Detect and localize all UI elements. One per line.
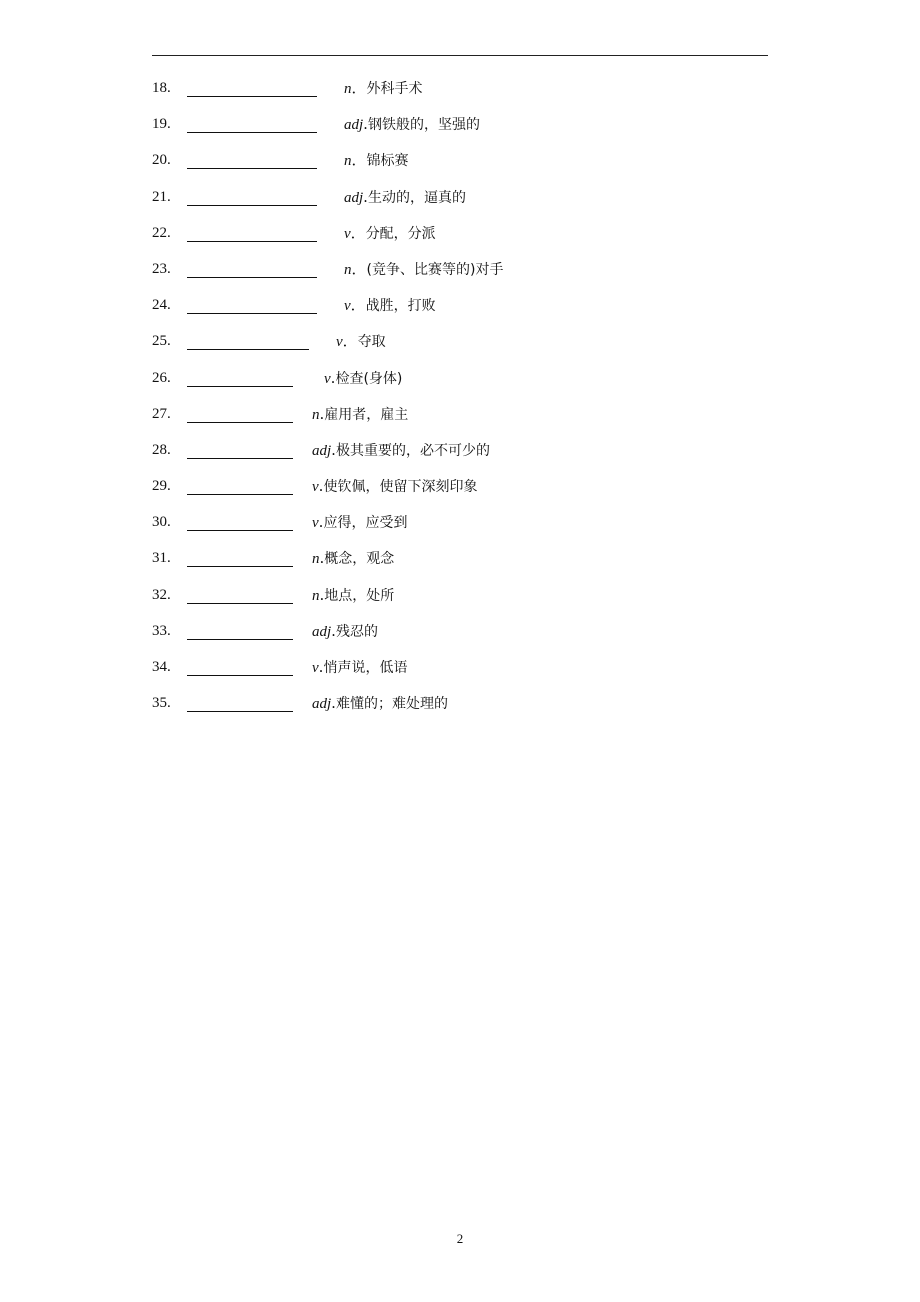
pos-separator: . <box>331 440 336 459</box>
pos-separator: ． <box>351 151 367 170</box>
item-definition <box>344 148 409 173</box>
item-definition <box>312 510 407 535</box>
vocab-item <box>152 221 768 257</box>
pos-separator: . <box>319 549 325 568</box>
item-definition <box>312 402 408 427</box>
chinese-gloss: 概念，观念 <box>324 551 395 568</box>
chinese-gloss: (竞争、比赛等的)对手 <box>366 261 504 278</box>
chinese-gloss: 生动的，逼真的 <box>367 189 466 206</box>
vocab-item <box>152 655 768 691</box>
chinese-gloss: 难懂的；难处理的 <box>335 696 448 713</box>
part-of-speech: adj <box>312 623 332 640</box>
part-of-speech: v <box>344 298 351 315</box>
chinese-gloss: 分配，分派 <box>365 225 436 242</box>
answer-blank[interactable] <box>187 510 293 531</box>
answer-blank[interactable] <box>187 583 293 604</box>
item-number: 18. <box>152 80 171 96</box>
pos-separator: . <box>363 115 368 134</box>
part-of-speech: n <box>312 406 320 423</box>
chinese-gloss: 战胜，打败 <box>365 298 436 315</box>
chinese-gloss: 夺取 <box>357 334 386 351</box>
vocabulary-list <box>152 76 768 727</box>
item-number: 20. <box>152 152 171 169</box>
vocab-item <box>152 257 768 293</box>
pos-separator: . <box>331 621 336 640</box>
pos-separator: . <box>331 694 336 713</box>
item-definition <box>312 438 490 463</box>
item-definition <box>312 546 394 571</box>
part-of-speech: n <box>312 587 320 604</box>
pos-separator: . <box>318 513 324 532</box>
chinese-gloss: 外科手术 <box>366 81 423 97</box>
item-number: 26. <box>152 369 171 386</box>
item-number: 29. <box>152 478 171 495</box>
vocab-item <box>152 691 768 727</box>
item-number: 25. <box>152 333 171 350</box>
part-of-speech: adj <box>344 117 364 134</box>
pos-separator: ． <box>342 332 358 351</box>
pos-separator: . <box>318 658 324 676</box>
pos-separator: ． <box>350 296 366 315</box>
chinese-gloss: 应得，应受到 <box>323 515 408 532</box>
item-definition <box>344 76 423 101</box>
vocab-item <box>152 510 768 546</box>
pos-separator: . <box>319 404 325 423</box>
pos-separator: . <box>319 585 325 604</box>
answer-blank[interactable] <box>187 691 293 712</box>
item-definition <box>344 112 480 137</box>
vocab-item <box>152 76 768 112</box>
answer-blank[interactable] <box>187 185 317 206</box>
chinese-gloss: 锦标赛 <box>366 153 409 170</box>
header-rule <box>152 55 768 56</box>
item-definition <box>312 474 477 499</box>
part-of-speech: v <box>344 225 351 242</box>
item-definition <box>344 293 436 318</box>
part-of-speech: adj <box>312 442 332 459</box>
answer-blank[interactable] <box>187 619 293 640</box>
answer-blank[interactable] <box>187 546 293 567</box>
answer-blank[interactable] <box>187 76 317 97</box>
item-number: 19. <box>152 116 171 133</box>
part-of-speech: adj <box>312 696 332 713</box>
answer-blank[interactable] <box>187 655 293 676</box>
part-of-speech: n <box>344 153 352 170</box>
part-of-speech: adj <box>344 189 364 206</box>
chinese-gloss: 极其重要的，必不可少的 <box>335 442 490 459</box>
chinese-gloss: 悄声说，低语 <box>323 660 408 676</box>
item-number: 23. <box>152 260 171 277</box>
item-definition <box>312 655 407 680</box>
part-of-speech: v <box>336 334 343 351</box>
item-number: 35. <box>152 695 171 712</box>
answer-blank[interactable] <box>187 148 317 169</box>
item-definition <box>324 366 402 391</box>
vocab-item <box>152 148 768 184</box>
chinese-gloss: 使钦佩，使留下深刻印象 <box>323 479 478 496</box>
vocab-item <box>152 366 768 402</box>
answer-blank[interactable] <box>187 366 293 387</box>
part-of-speech: n <box>344 81 352 97</box>
item-number: 28. <box>152 441 171 458</box>
pos-separator: . <box>318 477 324 496</box>
item-definition <box>344 221 436 246</box>
answer-blank[interactable] <box>187 402 293 423</box>
part-of-speech: v <box>312 515 319 532</box>
pos-separator: ． <box>351 79 367 97</box>
item-number: 22. <box>152 224 171 241</box>
answer-blank[interactable] <box>187 221 317 242</box>
item-number: 24. <box>152 297 171 314</box>
vocab-item <box>152 583 768 619</box>
item-number: 32. <box>152 586 171 603</box>
chinese-gloss: 地点，处所 <box>324 587 395 604</box>
item-number: 30. <box>152 514 171 531</box>
part-of-speech: n <box>344 261 352 278</box>
answer-blank[interactable] <box>187 257 317 278</box>
answer-blank[interactable] <box>187 474 293 495</box>
vocab-item <box>152 546 768 582</box>
item-definition <box>312 691 448 716</box>
item-definition <box>344 257 503 282</box>
vocab-item <box>152 112 768 148</box>
item-definition <box>312 619 378 644</box>
part-of-speech: v <box>324 370 331 387</box>
chinese-gloss: 雇用者，雇主 <box>324 406 409 423</box>
vocab-item <box>152 438 768 474</box>
vocab-item <box>152 402 768 438</box>
answer-blank[interactable] <box>187 329 309 350</box>
chinese-gloss: 检查(身体) <box>335 370 403 387</box>
answer-blank[interactable] <box>187 112 317 133</box>
item-definition <box>344 185 466 210</box>
chinese-gloss: 残忍的 <box>335 623 378 640</box>
item-number: 33. <box>152 622 171 639</box>
item-definition <box>336 329 386 354</box>
vocab-item <box>152 185 768 221</box>
item-number: 34. <box>152 659 171 675</box>
part-of-speech: v <box>312 660 319 676</box>
answer-blank[interactable] <box>187 438 293 459</box>
pos-separator: ． <box>351 259 367 278</box>
answer-blank[interactable] <box>187 293 317 314</box>
item-number: 31. <box>152 550 171 567</box>
chinese-gloss: 钢铁般的，坚强的 <box>367 117 480 134</box>
part-of-speech: v <box>312 479 319 496</box>
pos-separator: . <box>330 368 336 387</box>
vocab-item <box>152 329 768 365</box>
vocab-item <box>152 474 768 510</box>
pos-separator: ． <box>350 223 366 242</box>
part-of-speech: n <box>312 551 320 568</box>
page-number: 2 <box>456 1231 464 1246</box>
item-definition <box>312 583 394 608</box>
item-number: 21. <box>152 188 171 205</box>
vocab-item <box>152 619 768 655</box>
pos-separator: . <box>363 187 368 206</box>
vocab-item <box>152 293 768 329</box>
item-number: 27. <box>152 405 171 422</box>
